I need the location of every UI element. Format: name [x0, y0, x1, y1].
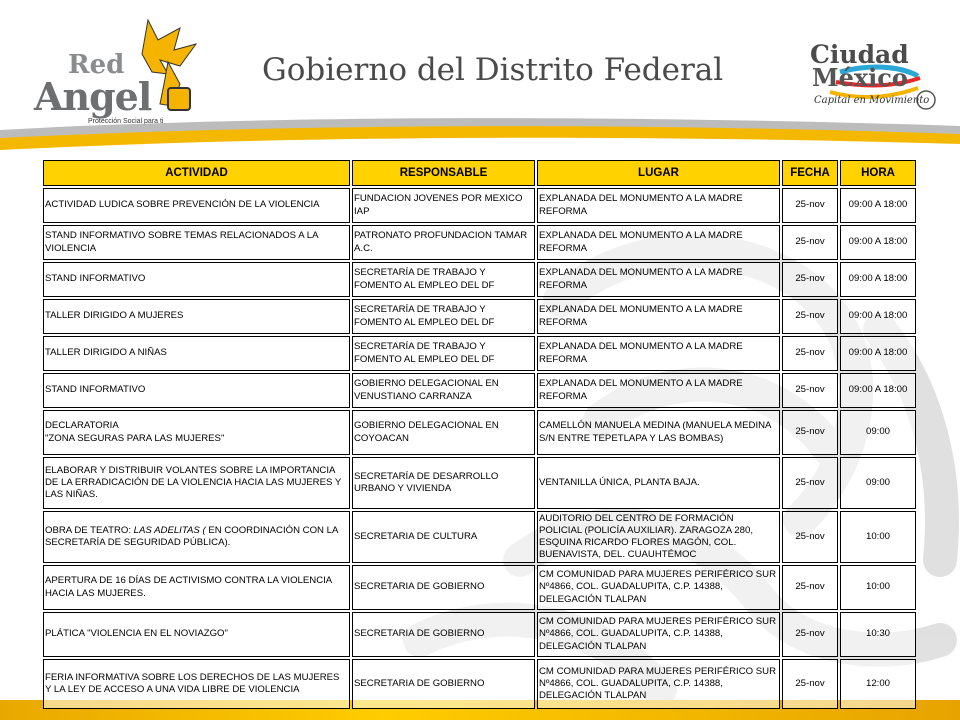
cell-actividad: STAND INFORMATIVO [43, 262, 350, 297]
cell-fecha: 25-nov [782, 410, 838, 455]
column-header-actividad: ACTIVIDAD [43, 160, 350, 186]
cell-fecha: 25-nov [782, 457, 838, 509]
cell-fecha: 25-nov [782, 565, 838, 610]
cell-lugar: EXPLANADA DEL MONUMENTO A LA MADRE REFORMA [537, 299, 780, 334]
cell-actividad: FERIA INFORMATIVA SOBRE LOS DERECHOS DE LAS MUJERES Y LA LEY DE ACCESO A UNA VIDA LIBRE DE VIOLENCIA [43, 659, 350, 709]
cell-responsable: SECRETARIA DE GOBIERNO [352, 612, 535, 657]
logo-tagline: Protección Social para ti [88, 118, 164, 125]
table-row [43, 262, 916, 297]
column-header-fecha: FECHA [782, 160, 838, 186]
column-header-hora: HORA [840, 160, 916, 186]
table-row [43, 565, 916, 610]
cell-fecha: 25-nov [782, 299, 838, 334]
table-row [43, 659, 916, 709]
cell-responsable: SECRETARIA DE CULTURA [352, 511, 535, 563]
cell-actividad: STAND INFORMATIVO [43, 373, 350, 408]
cell-lugar: EXPLANADA DEL MONUMENTO A LA MADRE REFORMA [537, 188, 780, 223]
header-swoosh [0, 100, 960, 152]
cell-fecha: 25-nov [782, 612, 838, 657]
cell-fecha: 25-nov [782, 225, 838, 260]
table-row [43, 612, 916, 657]
cell-responsable: SECRETARÍA DE DESARROLLO URBANO Y VIVIENDA [352, 457, 535, 509]
column-header-lugar: LUGAR [537, 160, 780, 186]
cell-lugar: VENTANILLA ÚNICA, PLANTA BAJA. [537, 457, 780, 509]
cell-lugar: EXPLANADA DEL MONUMENTO A LA MADRE REFORMA [537, 225, 780, 260]
cell-hora: 09:00 [840, 457, 916, 509]
cell-hora: 09:00 A 18:00 [840, 373, 916, 408]
cell-responsable: SECRETARÍA DE TRABAJO Y FOMENTO AL EMPLEO DEL DF [352, 299, 535, 334]
cell-actividad-text: OBRA DE TEATRO: [45, 524, 134, 536]
cell-actividad-rest: EN COORDINACIÓN CON LA SECRETARÍA DE SEGURIDAD PÚBLICA). [45, 524, 338, 548]
cell-lugar: CM COMUNIDAD PARA MUJERES PERIFÉRICO SUR Nº4866, COL. GUADALUPITA, C.P. 14388, DELEGACIÓN TLALPAN [537, 612, 780, 657]
table-row [43, 188, 916, 223]
cell-fecha: 25-nov [782, 262, 838, 297]
cell-fecha: 25-nov [782, 188, 838, 223]
cell-responsable: GOBIERNO DELEGACIONAL EN VENUSTIANO CARRANZA [352, 373, 535, 408]
cell-responsable: PATRONATO PROFUNDACION TAMAR A.C. [352, 225, 535, 260]
cell-fecha: 25-nov [782, 336, 838, 371]
cell-lugar: CAMELLÓN MANUELA MEDINA (MANUELA MEDINA S/N ENTRE TEPETLAPA Y LAS BOMBAS) [537, 410, 780, 455]
cell-responsable: SECRETARÍA DE TRABAJO Y FOMENTO AL EMPLEO DEL DF [352, 262, 535, 297]
cell-actividad [43, 511, 350, 563]
cell-fecha: 25-nov [782, 511, 838, 563]
logo-angel-text: Angel [34, 74, 152, 119]
table-row [43, 511, 916, 563]
cell-lugar: EXPLANADA DEL MONUMENTO A LA MADRE REFORMA [537, 262, 780, 297]
table-row [43, 457, 916, 509]
cell-responsable: SECRETARIA DE GOBIERNO [352, 565, 535, 610]
column-header-responsable: RESPONSABLE [352, 160, 535, 186]
cell-lugar: CM COMUNIDAD PARA MUJERES PERIFÉRICO SUR Nº4866, COL. GUADALUPITA, C.P. 14388, DELEGACIÓN TLALPAN [537, 565, 780, 610]
cell-fecha: 25-nov [782, 659, 838, 709]
cell-lugar: EXPLANADA DEL MONUMENTO A LA MADRE REFORMA [537, 373, 780, 408]
logo-mexico-text: México [812, 63, 908, 92]
logo-ciudad-text: Ciudad [810, 40, 909, 69]
cell-responsable: SECRETARÍA DE TRABAJO Y FOMENTO AL EMPLEO DEL DF [352, 336, 535, 371]
cell-hora: 09:00 A 18:00 [840, 336, 916, 371]
cell-hora: 10:00 [840, 565, 916, 610]
cell-fecha: 25-nov [782, 373, 838, 408]
table-row [43, 299, 916, 334]
table-row [43, 410, 916, 455]
table-header-row [43, 160, 916, 186]
cell-responsable: SECRETARIA DE GOBIERNO [352, 659, 535, 709]
cell-hora: 09:00 A 18:00 [840, 225, 916, 260]
cell-hora: 12:00 [840, 659, 916, 709]
cell-actividad: TALLER DIRIGIDO A MUJERES [43, 299, 350, 334]
table-row [43, 373, 916, 408]
page-header [0, 0, 960, 150]
cell-actividad: ACTIVIDAD LUDICA SOBRE PREVENCIÓN DE LA VIOLENCIA [43, 188, 350, 223]
page-title: Gobierno del Distrito Federal [262, 52, 724, 88]
cell-actividad-italic: LAS ADELITAS ( [133, 524, 206, 536]
cell-hora: 09:00 A 18:00 [840, 188, 916, 223]
cell-hora: 09:00 A 18:00 [840, 299, 916, 334]
logo-red-text: Red [68, 50, 125, 80]
cell-actividad: DECLARATORIA "ZONA SEGURAS PARA LAS MUJERES" [43, 410, 350, 455]
table-row [43, 336, 916, 371]
cell-lugar: CM COMUNIDAD PARA MUJERES PERIFÉRICO SUR Nº4866, COL. GUADALUPITA, C.P. 14388, DELEGACIÓN TLALPAN [537, 659, 780, 709]
logo-capital-tagline: Capital en Movimiento [814, 95, 930, 106]
cell-actividad: PLÁTICA "VIOLENCIA EN EL NOVIAZGO" [43, 612, 350, 657]
cell-actividad: STAND INFORMATIVO SOBRE TEMAS RELACIONADOS A LA VIOLENCIA [43, 225, 350, 260]
cell-hora: 09:00 A 18:00 [840, 262, 916, 297]
cell-actividad: APERTURA DE 16 DÍAS DE ACTIVISMO CONTRA LA VIOLENCIA HACIA LAS MUJERES. [43, 565, 350, 610]
activities-table [41, 158, 918, 711]
cell-hora: 10:00 [840, 511, 916, 563]
cell-actividad: ELABORAR Y DISTRIBUIR VOLANTES SOBRE LA IMPORTANCIA DE LA ERRADICACIÓN DE LA VIOLENCIA HACIA LAS MUJERES Y LAS NIÑAS. [43, 457, 350, 509]
cell-lugar: EXPLANADA DEL MONUMENTO A LA MADRE REFORMA [537, 336, 780, 371]
cell-responsable: FUNDACION JOVENES POR MEXICO IAP [352, 188, 535, 223]
cell-hora: 09:00 [840, 410, 916, 455]
table-row [43, 225, 916, 260]
cell-lugar: AUDITORIO DEL CENTRO DE FORMACIÓN POLICIAL (POLICÍA AUXILIAR). ZARAGOZA 280, ESQUINA RICARDO FLORES MAGÓN, COL. BUENAVISTA, DEL. CUAUHTÉMOC [537, 511, 780, 563]
cell-responsable: GOBIERNO DELEGACIONAL EN COYOACAN [352, 410, 535, 455]
cell-actividad: TALLER DIRIGIDO A NIÑAS [43, 336, 350, 371]
cell-hora: 10:30 [840, 612, 916, 657]
